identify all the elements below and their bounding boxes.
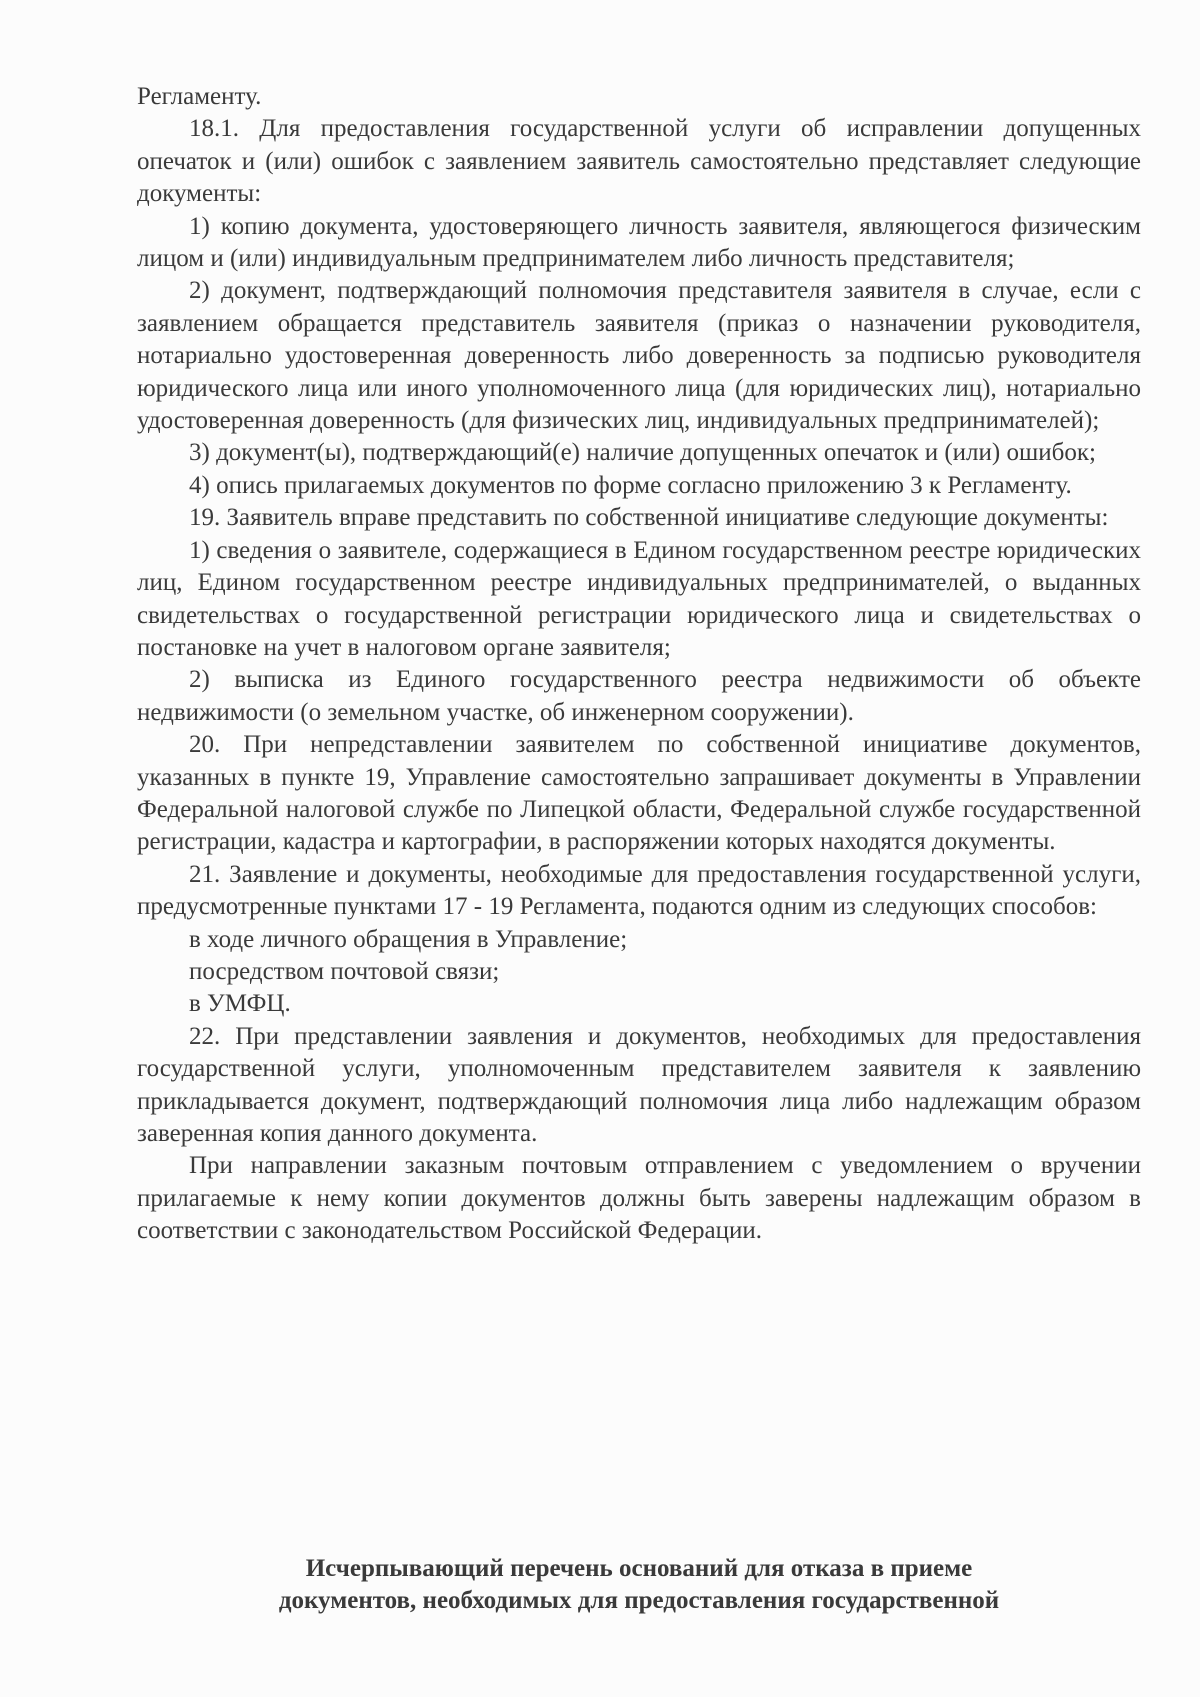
paragraph-22-postal: При направлении заказным почтовым отправлением с уведомлением о вручении прилагаемые к нему копии документов должны быть заверены надлежащим образом в соответствии с законодательством Российской Федерации. <box>137 1152 1141 1245</box>
paragraph-21-method-1: в ходе личного обращения в Управление; <box>189 925 628 953</box>
section-heading-line-2: документов, необходимых для предоставления государственной <box>278 1587 1000 1614</box>
paragraph-21-method-2: посредством почтовой связи; <box>189 957 500 985</box>
document-body <box>137 81 1141 1248</box>
paragraph-18-1-item-3: 3) документ(ы), подтверждающий(е) наличие допущенных опечаток и (или) ошибок; <box>189 439 1096 467</box>
paragraph-continuation: Регламенту. <box>137 83 262 110</box>
paragraph-19-item-1: 1) сведения о заявителе, содержащиеся в Едином государственном реестре юридических лиц, Едином государственном реестре индивидуальных предпринимателей, о выданных свидетельствах о государственной регистрации юридического лица и свидетельствах о постановке на учет в налоговом органе заявителя; <box>137 536 1141 661</box>
section-heading-line-1: Исчерпывающий перечень оснований для отказа в приеме <box>305 1555 973 1582</box>
paragraph-20: 20. При непредставлении заявителем по собственной инициативе документов, указанных в пункте 19, Управление самостоятельно запрашивает документы в Управлении Федеральной налоговой службе по Липецкой области, Федеральной службе государственной регистрации, кадастра и картографии, в распоряжении которых находятся документы. <box>137 731 1141 856</box>
paragraph-21-method-3: в УМФЦ. <box>189 990 291 1018</box>
paragraph-18-1-item-4: 4) опись прилагаемых документов по форме согласно приложению 3 к Регламенту. <box>189 471 1072 499</box>
paragraph-18-1-item-1: 1) копию документа, удостоверяющего личность заявителя, являющегося физическим лицом и (или) индивидуальным предпринимателем либо личность представителя; <box>137 212 1141 273</box>
paragraph-19: 19. Заявитель вправе представить по собственной инициативе следующие документы: <box>189 504 1109 532</box>
paragraph-18-1-item-2: 2) документ, подтверждающий полномочия представителя заявителя в случае, если с заявлением обращается представитель заявителя (приказ о назначении руководителя, нотариально удостоверенная доверенность либо доверенность за подписью руководителя юридического лица или иного уполномоченного лица (для юридических лиц), нотариально удостоверенная доверенность (для физических лиц, индивидуальных предпринимателей); <box>137 277 1141 435</box>
section-heading <box>137 1553 1141 1617</box>
paragraph-22: 22. При представлении заявления и документов, необходимых для предоставления государственной услуги, уполномоченным представителем заявителя к заявлению прикладывается документ, подтверждающий полномочия лица либо надлежащим образом заверенная копия данного документа. <box>137 1022 1141 1147</box>
paragraph-21: 21. Заявление и документы, необходимые для предоставления государственной услуги, предусмотренные пунктами 17 - 19 Регламента, подаются одним из следующих способов: <box>137 860 1141 921</box>
paragraph-18-1: 18.1. Для предоставления государственной услуги об исправлении допущенных опечаток и (или) ошибок с заявлением заявитель самостоятельно представляет следующие документы: <box>137 115 1141 208</box>
paragraph-19-item-2: 2) выписка из Единого государственного реестра недвижимости об объекте недвижимости (о земельном участке, об инженерном сооружении). <box>137 666 1141 726</box>
